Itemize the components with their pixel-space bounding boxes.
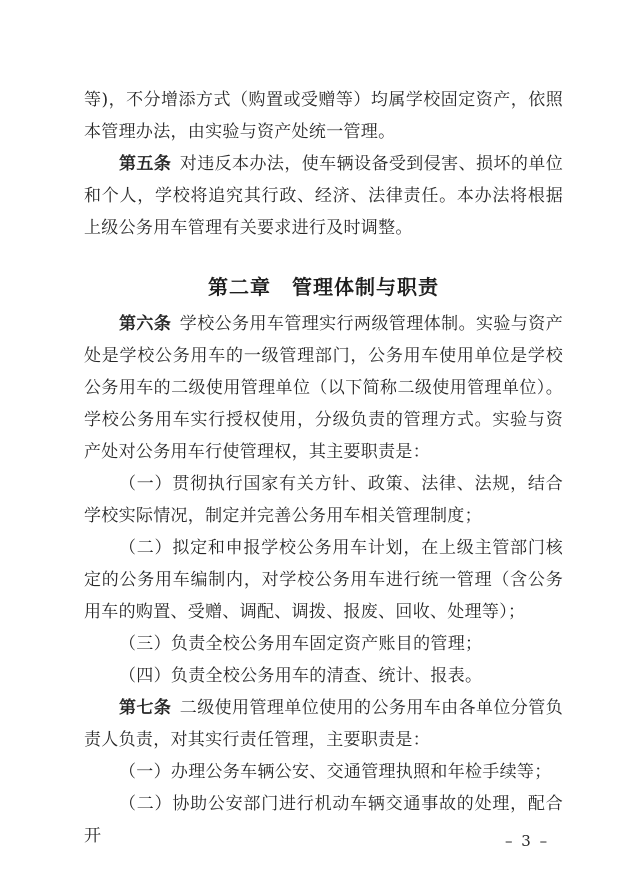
paragraph-text: （二）协助公安部门进行机动车辆交通事故的处理，配合开 [84,794,563,846]
article-7-label: 第七条 [119,698,172,718]
paragraph-text: 对违反本办法，使车辆设备受到侵害、损坏的单位和个人，学校将追究其行政、经济、法律责任。本办法将根据上级公务用车管理有关要求进行及时调整。 [84,154,563,238]
paragraph-text: （一）办理公务车辆公安、交通管理执照和年检手续等； [119,762,552,782]
paragraph-text: （二）拟定和申报学校公务用车计划，在上级主管部门核定的公务用车编制内，对学校公务用车进行统一管理（含公务用车的购置、受赠、调配、调拨、报废、回收、处理等）； [84,538,563,622]
paragraph-text: （三）负责全校公务用车固定资产账目的管理； [119,634,483,654]
article-7-paragraph [84,692,563,756]
paragraph-text: 等)，不分增添方式（购置或受赠等）均属学校固定资产，依照本管理办法，由实验与资产处统一管理。 [84,90,563,142]
article-5-label: 第五条 [119,154,172,174]
chapter-2-heading: 第二章 管理体制与职责 [208,275,439,299]
paragraph-text: （一）贯彻执行国家有关方针、政策、法律、法规，结合学校实际情况，制定并完善公务用车相关管理制度； [84,474,563,526]
page-number: – 3 – [505,832,550,850]
paragraph-text: 二级使用管理单位使用的公务用车由各单位分管负责人负责，对其实行责任管理，主要职责是： [84,698,563,750]
duty-item-2 [84,532,563,628]
paragraph-text: （四）负责全校公务用车的清查、统计、报表。 [119,666,483,686]
document-body [84,84,563,852]
article-5-paragraph [84,148,563,244]
paragraph-continuation [84,84,563,148]
paragraph-text: 学校公务用车管理实行两级管理体制。实验与资产处是学校公务用车的一级管理部门，公务用车使用单位是学校公务用车的二级使用管理单位（以下简称二级使用管理单位）。学校公务用车实行授权使用，分级负责的管理方式。实验与资产处对公务用车行使管理权，其主要职责是： [84,314,563,462]
duty-item-1 [84,468,563,532]
duty-item-3 [84,628,563,660]
article-6-label: 第六条 [119,314,172,334]
article-6-paragraph [84,308,563,468]
unit-duty-item-2 [84,788,563,852]
unit-duty-item-1 [84,756,563,788]
duty-item-4 [84,660,563,692]
